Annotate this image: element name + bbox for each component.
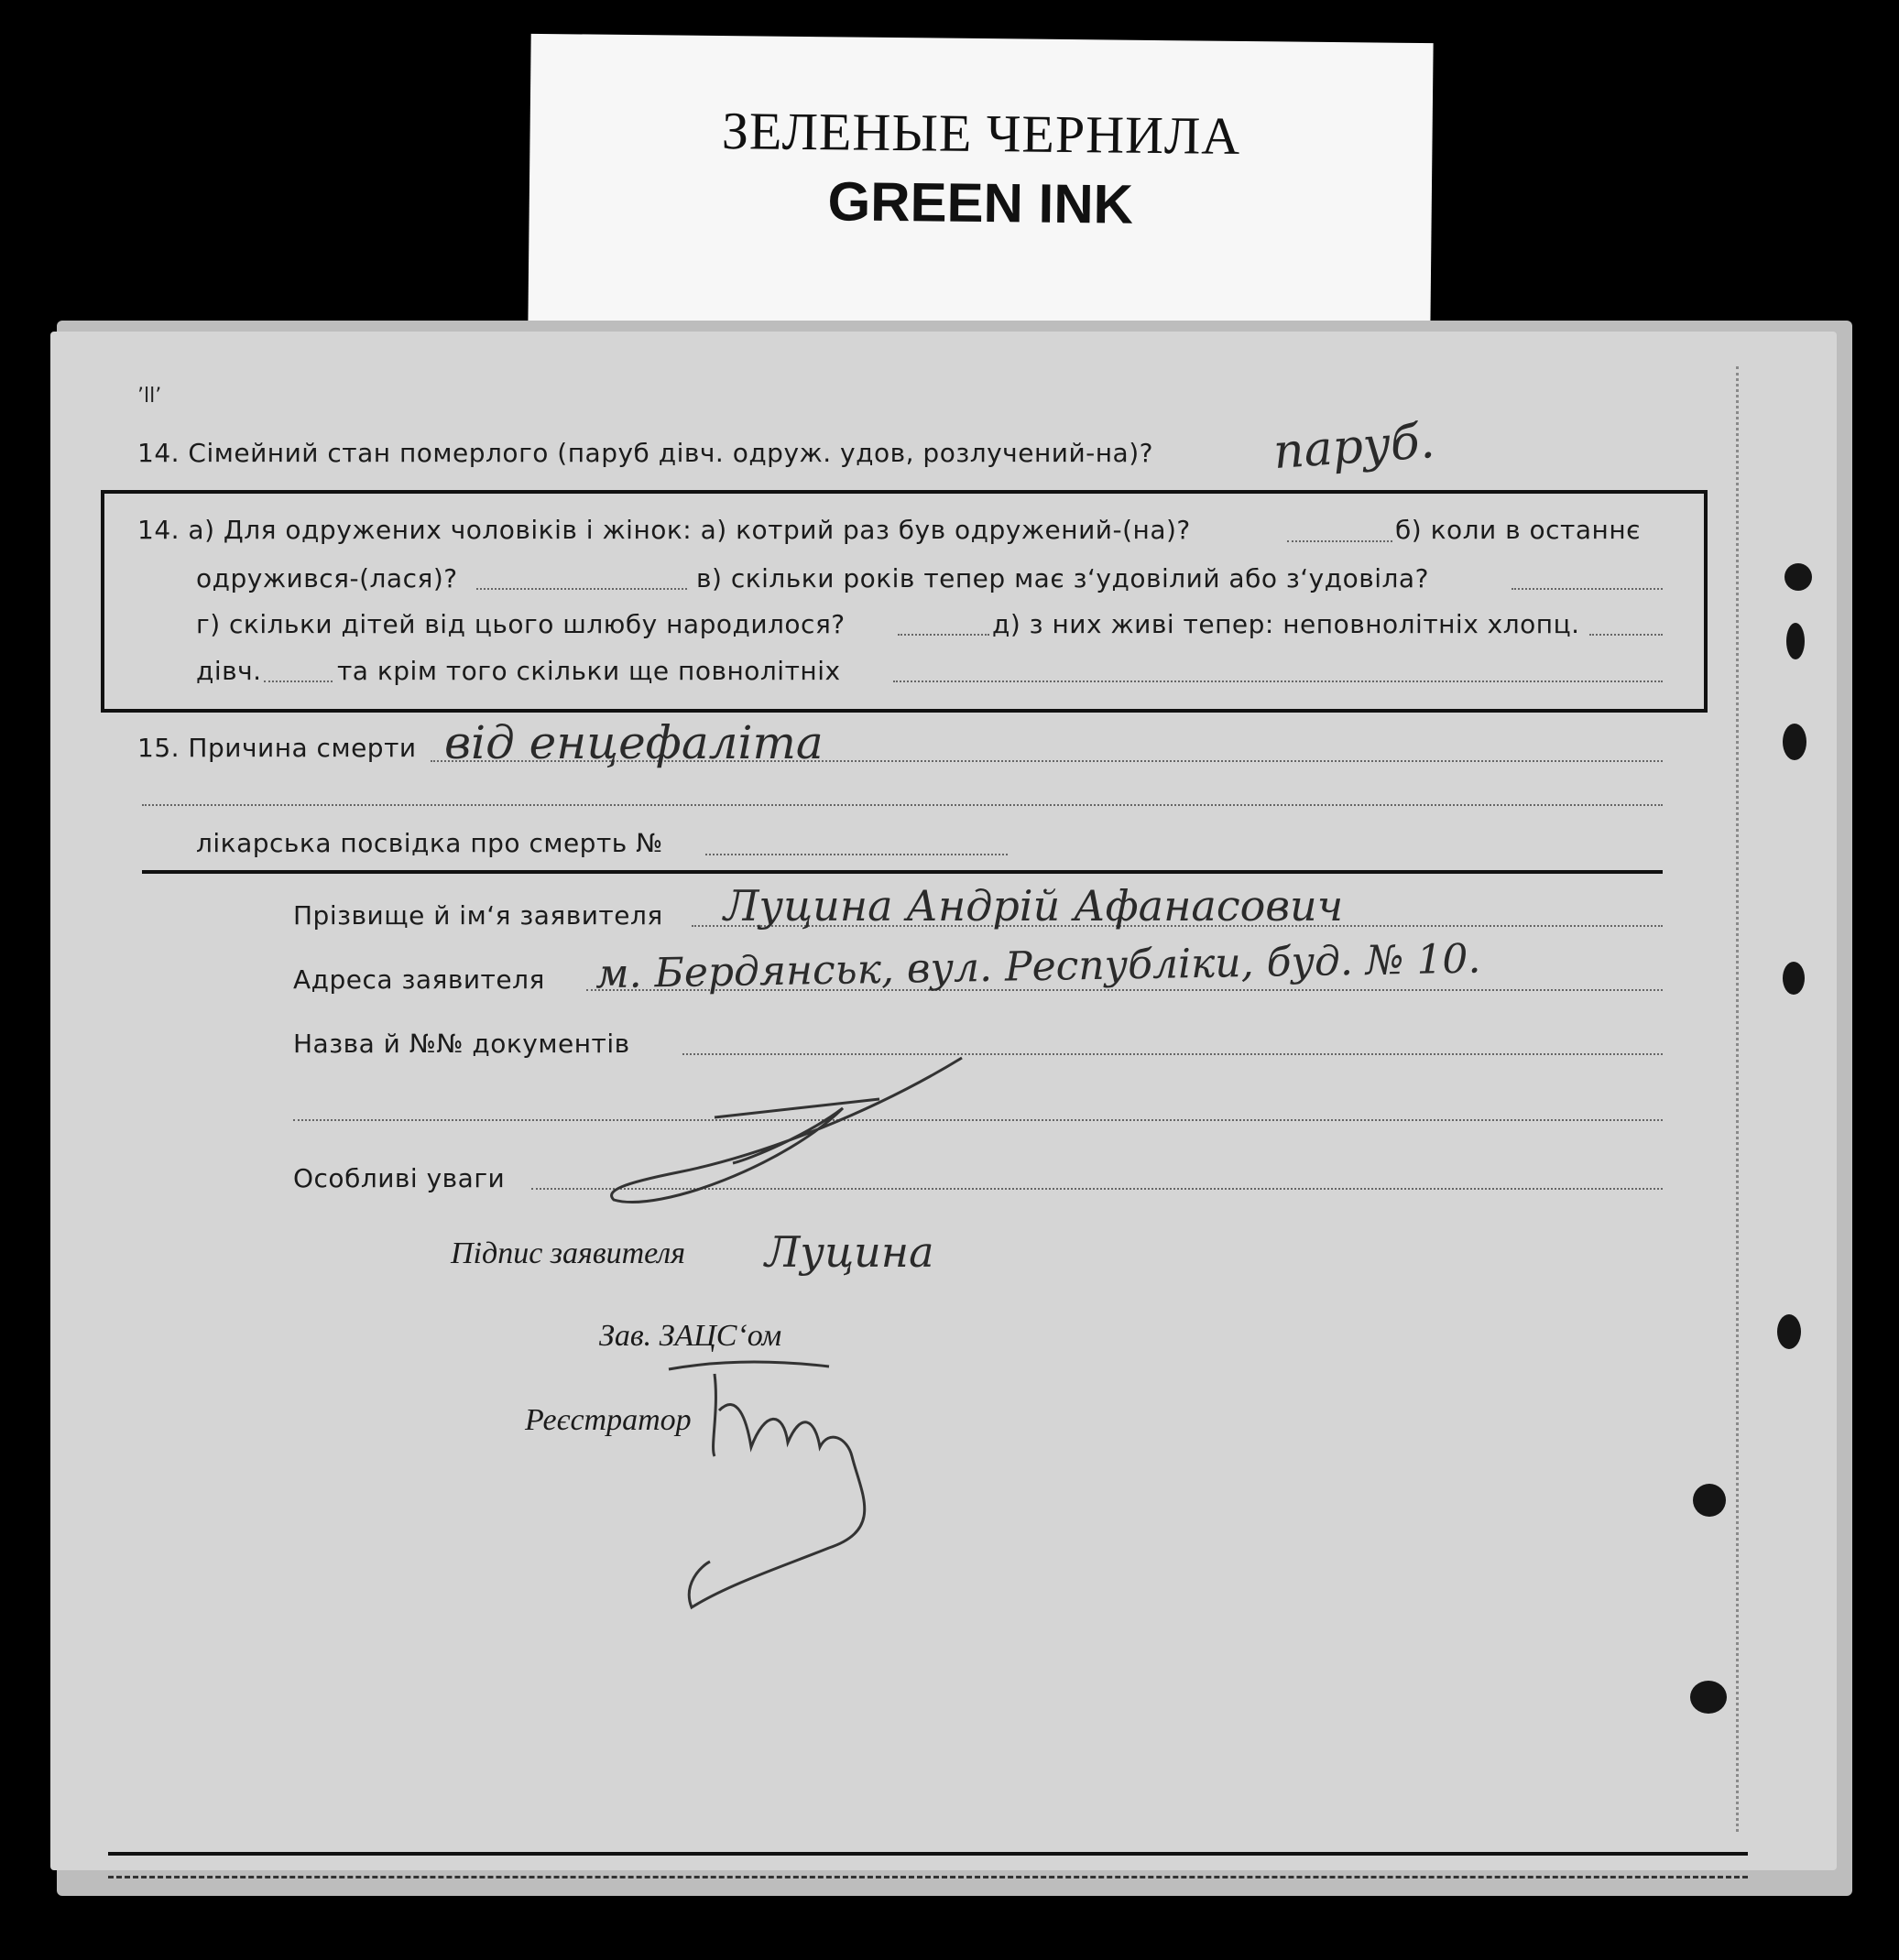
binding-hole: [1784, 563, 1812, 591]
binding-hole: [1777, 1314, 1801, 1349]
green-ink-label-card: [528, 34, 1433, 334]
registrar-label: Реєстратор: [525, 1403, 692, 1437]
pen-stroke-flourish: [605, 1053, 971, 1209]
label-card-title-en: GREEN INK: [827, 170, 1134, 235]
bottom-rule: [108, 1852, 1748, 1856]
binding-hole: [1783, 962, 1805, 995]
item14a-line4-a: дівч.: [196, 656, 262, 686]
documents-label: Назва й №№ документів: [293, 1029, 630, 1059]
dotted-field: [898, 634, 989, 636]
item14-value: паруб.: [1271, 413, 1437, 481]
dotted-field: [1512, 588, 1663, 590]
bottom-dashed-line: [108, 1876, 1748, 1878]
dotted-field: [1589, 634, 1663, 636]
dotted-field: [293, 1119, 1663, 1121]
label-card-title-ru: ЗЕЛЕНЫЕ ЧЕРНИЛА: [721, 101, 1241, 166]
applicant-signature-value: Луцина: [765, 1227, 934, 1277]
item15-value: від енцефаліта: [444, 716, 824, 769]
item14a-line3-b: д) з них живі тепер: неповнолітніх хлопц.: [992, 609, 1580, 639]
perforation-line: [1736, 366, 1739, 1832]
section-divider: [142, 870, 1663, 874]
item14a-line1-a: 14. а) Для одружених чоловіків і жінок: а) котрий раз був одружений-(на)?: [137, 515, 1191, 545]
item14-label: 14. Сімейний стан померлого (паруб дівч. одруж. удов, розлучений-на)?: [137, 438, 1153, 468]
applicant-name-value: Луцина Андрій Афанасович: [724, 881, 1344, 931]
applicant-signature-label: Підпис заявителя: [451, 1236, 686, 1270]
item15-label: 15. Причина смерти: [137, 733, 417, 763]
applicant-name-label: Прізвище й ім‘я заявителя: [293, 900, 663, 931]
corner-mark: ’ll’: [137, 385, 162, 408]
binding-hole: [1690, 1681, 1727, 1714]
dotted-field: [893, 681, 1663, 682]
binding-hole: [1786, 623, 1805, 659]
dotted-field: [142, 804, 1663, 806]
registrar-signature-stroke: [664, 1356, 902, 1612]
item14a-line4-b: та крім того скільки ще повнолітніх: [337, 656, 841, 686]
item14a-line1-b: б) коли в останнє: [1395, 515, 1642, 545]
applicant-address-label: Адреса заявителя: [293, 964, 545, 995]
applicant-address-value: м. Бердянськ, вул. Республіки, буд. № 10.: [595, 935, 1481, 998]
dotted-field: [1287, 540, 1392, 542]
item14a-line2-b: в) скільки років тепер має з‘удовілий або з‘удовіла?: [696, 563, 1429, 593]
medical-certificate-label: лікарська посвідка про смерть №: [196, 828, 663, 858]
dotted-field: [476, 588, 687, 590]
binding-hole: [1783, 724, 1806, 760]
binding-hole: [1693, 1484, 1726, 1517]
remarks-label: Особливі уваги: [293, 1163, 506, 1193]
item14a-line3-a: г) скільки дітей від цього шлюбу народилося?: [196, 609, 846, 639]
item14a-line2-a: одружився-(лася)?: [196, 563, 458, 593]
dotted-field: [264, 681, 333, 682]
zags-head-label: Зав. ЗАЦС‘ом: [599, 1319, 782, 1353]
dotted-field: [705, 854, 1008, 855]
